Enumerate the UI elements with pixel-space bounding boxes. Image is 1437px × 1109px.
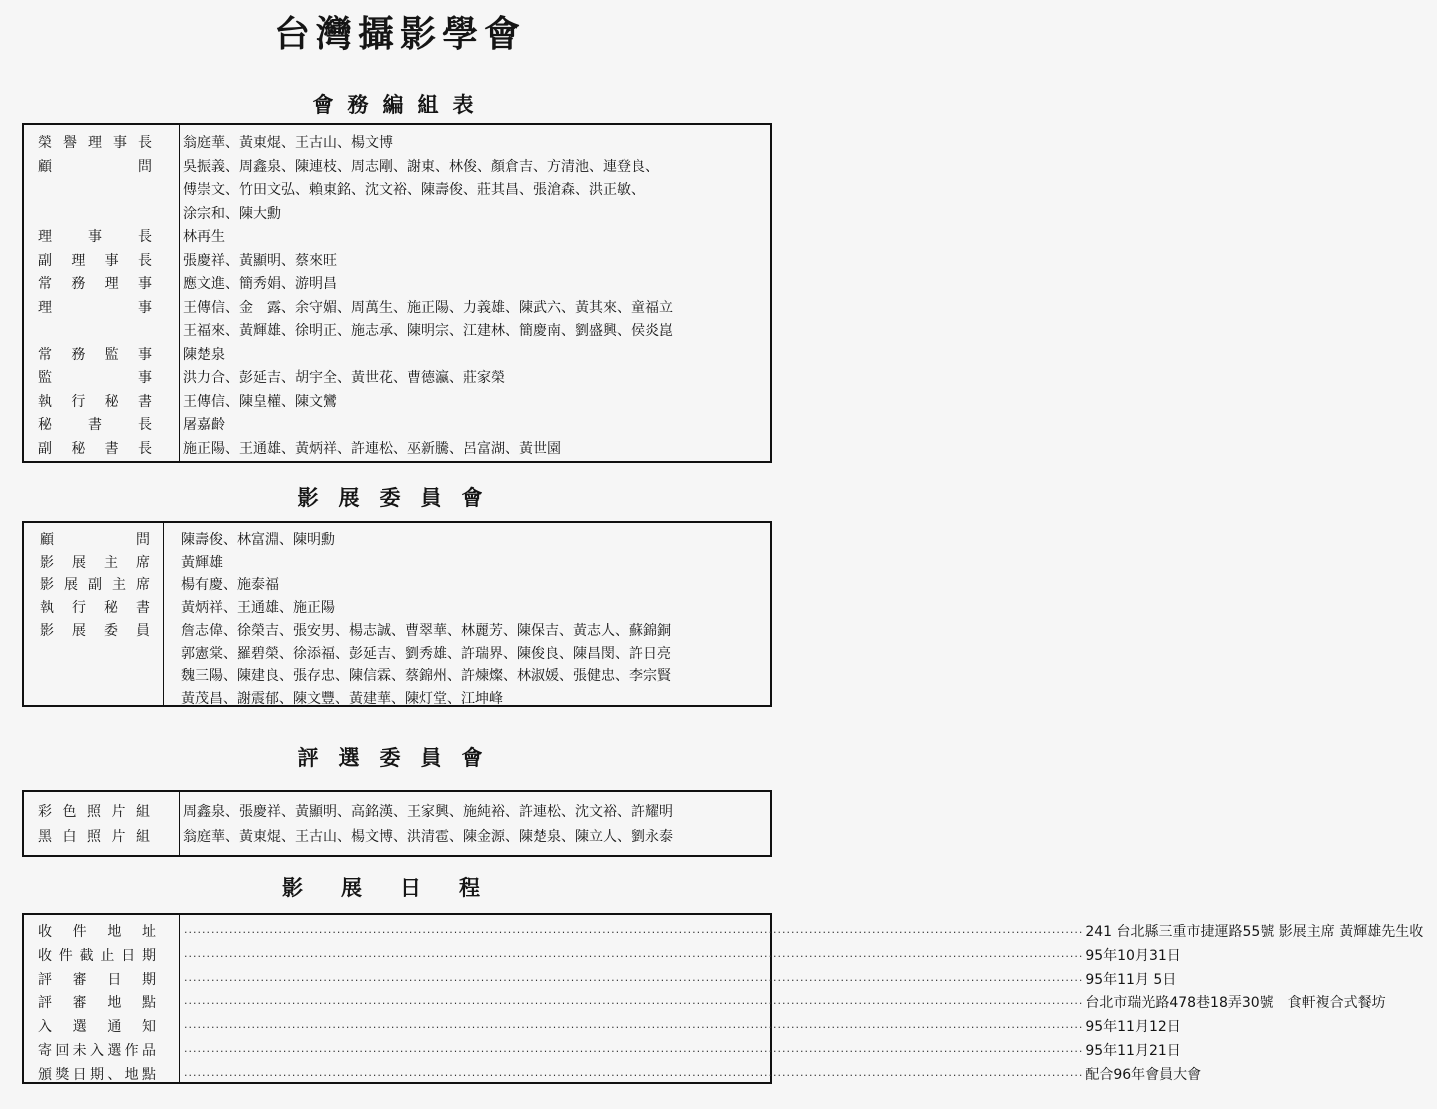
row-label: 常務理事: [38, 276, 152, 292]
dot-leader: ········································································································································································································: [184, 973, 1084, 987]
column-divider: [179, 792, 180, 855]
row-value: [174, 156, 770, 227]
table-row: [24, 529, 770, 552]
row-value: [172, 620, 770, 711]
value-line: 周鑫泉、張慶祥、黃顯明、高銘漢、王家興、施純裕、許連松、沈文裕、許耀明: [183, 804, 673, 820]
value-line: 楊有慶、施泰福: [181, 577, 279, 594]
table-row: [24, 800, 770, 825]
schedule-value: 95年10月31日: [1085, 947, 1181, 964]
row-label: 評審日期: [38, 971, 156, 988]
value-line: 王福來、黃輝雄、徐明正、施志承、陳明宗、江建林、簡慶南、劉盛興、侯炎崑: [183, 323, 673, 339]
row-label: 影展委員: [40, 622, 150, 639]
row-value: [172, 552, 770, 575]
column-divider: [179, 125, 180, 461]
row-value: [174, 250, 770, 274]
row-label: 顧問: [40, 532, 150, 548]
table-row: [24, 1064, 1202, 1088]
row-label: 寄回未入選作品: [38, 1042, 156, 1059]
dot-leader: ········································································································································································································: [184, 1021, 1084, 1035]
value-line: 應文進、簡秀娟、游明昌: [183, 276, 337, 292]
row-label: 秘書長: [38, 417, 152, 433]
dot-leader: ········································································································································································································: [184, 926, 1084, 939]
value-line: 王傳信、金 露、余守媚、周萬生、施正陽、力義雄、陳武六、黃其來、童福立: [183, 299, 673, 316]
page-title: 台灣攝影學會: [273, 13, 526, 55]
row-label: 收件截止日期: [38, 947, 156, 964]
section-title-exhibition: 影展委員會: [297, 486, 503, 510]
table-row: [24, 297, 770, 344]
table-row: [24, 574, 770, 597]
dot-leader: ········································································································································································································: [184, 997, 1084, 1011]
row-value: [174, 1064, 1215, 1088]
row-value: [174, 297, 770, 344]
table-row: [24, 438, 770, 462]
value-line: 張慶祥、黃顯明、蔡來旺: [183, 252, 337, 269]
value-line: 翁庭華、黃東焜、王古山、楊文博、洪清雹、陳金源、陳楚泉、陳立人、劉永泰: [183, 829, 673, 845]
table-row: [24, 552, 770, 575]
value-line: 詹志偉、徐榮吉、張安男、楊志誠、曹翠華、林麗芳、陳保吉、黃志人、蘇錦銅: [181, 622, 671, 639]
table-row: [24, 414, 770, 438]
row-label: 理事: [38, 299, 152, 316]
column-divider: [179, 915, 180, 1082]
value-line: 施正陽、王通雄、黃炳祥、許連松、巫新騰、呂富湖、黃世園: [183, 440, 561, 457]
row-label: 影展主席: [40, 554, 150, 571]
table-row: [24, 344, 770, 368]
exhibition-committee-table: [22, 521, 772, 707]
section-title-schedule: 影展日程: [282, 876, 518, 900]
row-label: 顧問: [38, 158, 152, 175]
table-row: [24, 921, 1424, 945]
row-label: 副秘書長: [38, 440, 152, 457]
row-label: 執行秘書: [40, 600, 150, 617]
row-value: [174, 800, 770, 825]
table-row: [24, 825, 770, 850]
value-line: 傅崇文、竹田文弘、賴東銘、沈文裕、陳壽俊、莊其昌、張滄森、洪正敏、: [183, 182, 645, 198]
table-row: [24, 992, 1386, 1016]
table-row: [24, 226, 770, 250]
row-value: [174, 273, 770, 297]
row-label: 副理事長: [38, 252, 152, 269]
row-value: [172, 529, 770, 552]
row-value: [174, 367, 770, 391]
schedule-value: 241 台北縣三重市捷運路55號 影展主席 黃輝雄先生收: [1085, 924, 1424, 940]
row-label: 彩色照片組: [38, 804, 150, 820]
table-row: [24, 1040, 1181, 1064]
row-value: [174, 969, 1190, 993]
value-line: 林再生: [183, 229, 225, 245]
row-value: [174, 1040, 1195, 1064]
exhibition-schedule-table: [22, 913, 1424, 1084]
dot-leader: ········································································································································································································: [184, 1068, 1084, 1082]
schedule-value: 95年11月21日: [1085, 1042, 1181, 1059]
row-value: [174, 992, 1400, 1016]
value-line: 涂宗和、陳大勳: [183, 205, 281, 222]
value-line: 翁庭華、黃東焜、王古山、楊文博: [183, 135, 393, 151]
table-row: [24, 391, 770, 415]
row-label: 入選通知: [38, 1019, 156, 1036]
value-line: 吳振義、周鑫泉、陳連枝、周志剛、謝東、林俊、顏倉吉、方清池、連登良、: [183, 158, 659, 175]
row-label: 監事: [38, 370, 152, 386]
value-line: 黃輝雄: [181, 554, 223, 571]
table-row: [24, 132, 770, 156]
row-value: [174, 438, 770, 462]
schedule-value: 台北市瑞光路478巷18弄30號 食軒複合式餐坊: [1085, 995, 1386, 1012]
table-row: [24, 1016, 1181, 1040]
schedule-value: 95年11月12日: [1085, 1019, 1181, 1036]
value-line: 屠嘉齡: [183, 417, 225, 433]
dot-leader: ········································································································································································································: [184, 949, 1084, 963]
row-label: 黑白照片組: [38, 829, 150, 845]
row-value: [174, 226, 770, 250]
table-row: [24, 945, 1181, 969]
value-line: 魏三陽、陳建良、張存忠、陳信霖、蔡錦州、許煉燦、林淑媛、張健忠、李宗賢: [181, 668, 671, 685]
row-label: 榮譽理事長: [38, 135, 152, 151]
row-label: 頒獎日期、地點: [38, 1066, 156, 1083]
row-value: [172, 574, 770, 597]
table-row: [24, 367, 770, 391]
council-roster-table: [22, 123, 772, 463]
schedule-value: 95年11月 5日: [1085, 971, 1177, 988]
row-value: [174, 344, 770, 368]
dot-leader: ········································································································································································································: [184, 1044, 1084, 1058]
row-value: [174, 1016, 1195, 1040]
value-line: 王傳信、陳皇權、陳文鸞: [183, 393, 337, 410]
row-value: [174, 132, 770, 156]
value-line: 陳壽俊、林富淵、陳明勳: [181, 532, 335, 548]
row-value: [174, 825, 770, 850]
section-title-jury: 評選委員會: [297, 746, 503, 770]
row-value: [174, 391, 770, 415]
row-label: 收件地址: [38, 924, 156, 940]
row-value: [174, 414, 770, 438]
table-row: [24, 969, 1177, 993]
table-row: [24, 156, 770, 227]
section-title-council: 會務編組表: [312, 93, 488, 117]
value-line: 洪力合、彭延吉、胡宇全、黃世花、曹德瀛、莊家榮: [183, 370, 505, 386]
value-line: 陳楚泉: [183, 346, 225, 363]
value-line: 黃茂昌、謝震郁、陳文豐、黃建華、陳灯堂、江坤峰: [181, 690, 503, 707]
row-value: [174, 921, 1437, 945]
row-label: 評審地點: [38, 995, 156, 1012]
column-divider: [163, 523, 164, 705]
table-row: [24, 250, 770, 274]
jury-committee-table: [22, 790, 772, 857]
value-line: 黃炳祥、王通雄、施正陽: [181, 600, 335, 617]
schedule-value: 配合96年會員大會: [1085, 1066, 1202, 1083]
row-value: [172, 597, 770, 620]
table-row: [24, 620, 770, 711]
table-row: [24, 597, 770, 620]
table-row: [24, 273, 770, 297]
row-label: 理事長: [38, 229, 152, 245]
row-label: 常務監事: [38, 346, 152, 363]
value-line: 郭憲棠、羅碧榮、徐添福、彭延吉、劉秀雄、許瑞界、陳俊良、陳昌閔、許日亮: [181, 645, 671, 662]
row-value: [174, 945, 1195, 969]
row-label: 執行秘書: [38, 393, 152, 410]
row-label: 影展副主席: [40, 577, 150, 594]
